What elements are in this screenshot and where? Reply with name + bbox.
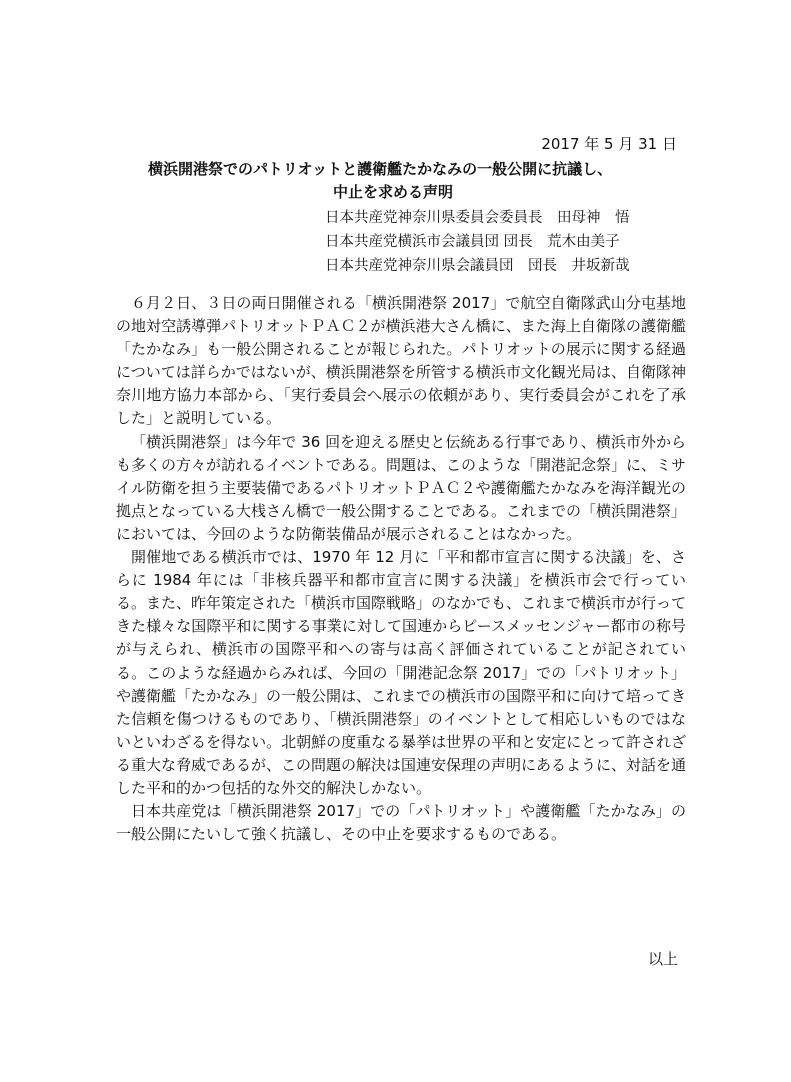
paragraph-1: ６月２日、３日の両日開催される「横浜開港祭 2017」で航空自衛隊武山分屯基地の地対空誘導弾パトリオットＰＡＣ２が横浜港大さん橋に、また海上自衛隊の護衛艦「たかなみ」も一般公開されることが報じられた。パトリオットの展示に関する経過については詳らかではないが、横浜開港祭を所管する横浜市文化観光局は、自衛隊神奈川地方協力本部から、「実行委員会へ展示の依頼があり、実行委員会がこれを了承した」と説明している。 (116, 294, 686, 428)
paragraph-4: 日本共産党は「横浜開港祭 2017」での「パトリオット」や護衛艦「たかなみ」の一般公開にたいして強く抗議し、その中止を要求するものである。 (116, 802, 686, 844)
signatory-prefectural-committee: 日本共産党神奈川県委員会委員長 田母神 悟 (325, 210, 630, 226)
signatories-block (325, 206, 630, 278)
document-date: 2017 年 5 月 31 日 (541, 135, 677, 153)
signatory-prefectural-assembly: 日本共産党神奈川県会議員団 団長 井坂新哉 (325, 258, 630, 274)
signatory-yokohama-city-council: 日本共産党横浜市会議員団 団長 荒木由美子 (325, 234, 620, 250)
statement-body (116, 292, 686, 846)
paragraph-2: 「横浜開港祭」は今年で 36 回を迎える歴史と伝統ある行事であり、横浜市外からも多くの方々が訪れるイベントである。問題は、このような「開港記念祭」に、ミサイル防衛を担う主要装備であるパトリオットＰＡＣ２や護衛艦たかなみを海洋観光の拠点となっている大桟さん橋で一般公開することである。これまでの「横浜開港祭」においては、今回のような防衛装備品が展示されることはなかった。 (116, 432, 687, 543)
document-title-line-2: 中止を求める声明 (333, 183, 454, 201)
closing-mark: 以上 (647, 950, 678, 968)
document-title-line-1: 横浜開港祭でのパトリオットと護衛艦たかなみの一般公開に抗議し、 (148, 160, 613, 178)
paragraph-3: 開催地である横浜市では、1970 年 12 月に「平和都市宣言に関する決議」を、さらに 1984 年には「非核兵器平和都市宣言に関する決議」を横浜市会で行っている。また、昨年策定された「横浜市国際戦略」のなかでも、これまで横浜市が行ってきた様々な国際平和に関する事業に対して国連からピースメッセンジャー都市の称号が与えられ、横浜市の国際平和への寄与は高く評価されていることが記されている。このような経過からみれば、今回の「開港記念祭 2017」での「パトリオット」や護衛艦「たかなみ」の一般公開は、これまでの横浜市の国際平和に向けて培ってきた信頼を傷つけるものであり、「横浜開港祭」のイベントとして相応しいものではないといわざるを得ない。北朝鮮の度重なる暴挙は世界の平和と安定にとって許されざる重大な脅威であるが、この問題の解決は国連安保理の声明にあるように、対話を通した平和的かつ包括的な外交的解決しかない。 (116, 548, 687, 797)
